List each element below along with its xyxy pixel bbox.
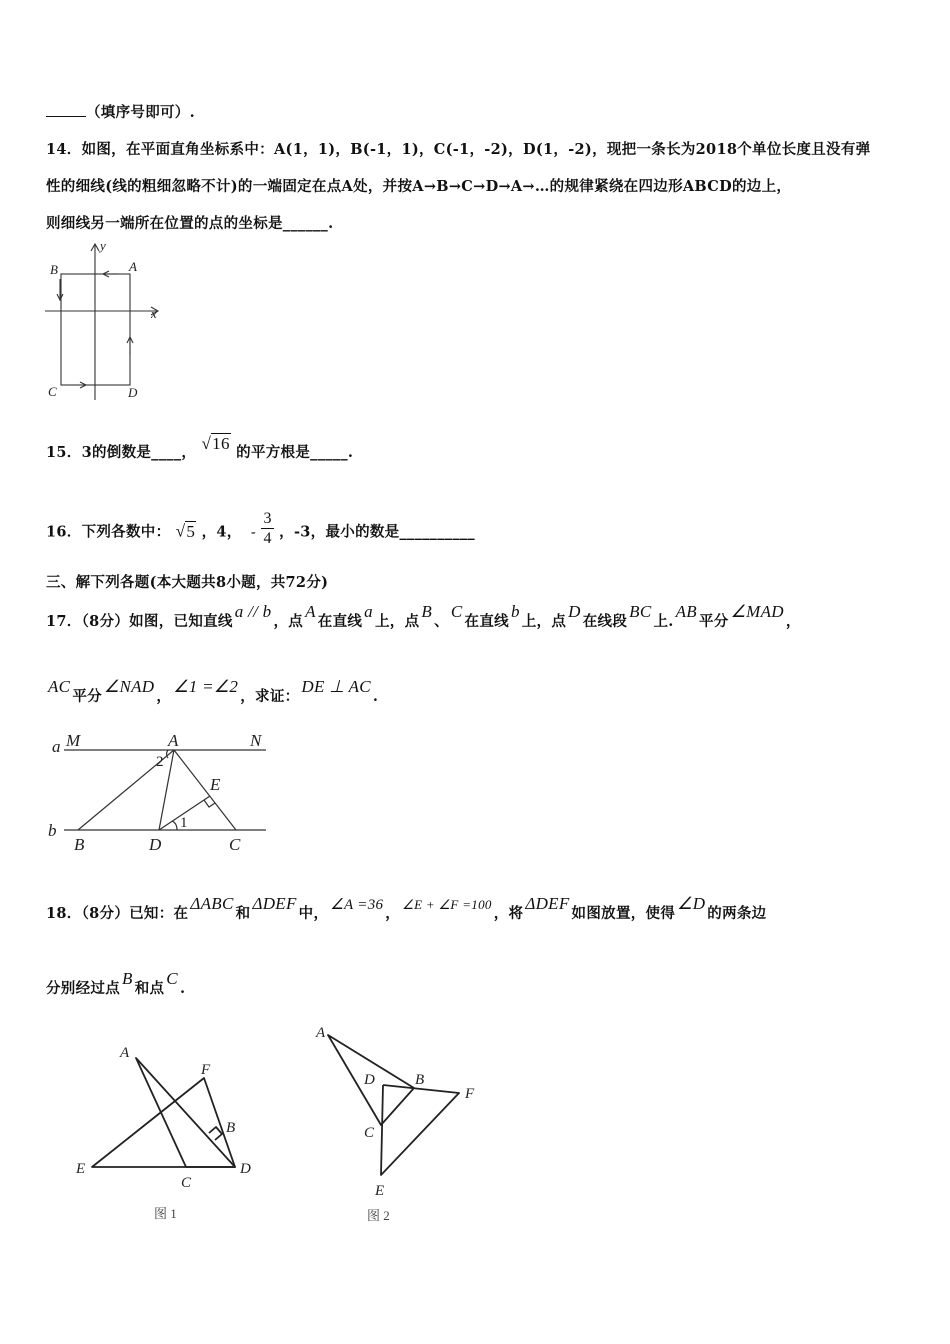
q14-label-d: D [128, 385, 138, 400]
fig2-caption: 图 2 [367, 1208, 390, 1223]
fig1-label-f: F [201, 1062, 211, 1078]
q17-label-d: D [149, 835, 162, 854]
fig1-label-d: D [240, 1161, 251, 1177]
section-heading: 三、解下列各题(本大题共8小题，共72分) [46, 574, 329, 591]
q14-line1: 14．如图，在平面直角坐标系中：A(1，1)，B(-1，1)，C(-1，-2)，D(1，-2)，现把一条长为2018个单位长度且没有弹 [46, 141, 871, 158]
fig1-label-e: E [76, 1161, 86, 1177]
q14-label-y: y [100, 238, 106, 253]
q14-label-c: C [48, 384, 57, 399]
q17-label-point-b: B [74, 835, 85, 854]
q16-sqrt: √5 [175, 521, 196, 541]
q17-label-angle1: 1 [180, 815, 188, 831]
fig1-label-b: B [226, 1120, 236, 1136]
q14-line3: 则细线另一端所在位置的点的坐标是______. [46, 215, 334, 232]
fig1-caption: 图 1 [154, 1206, 177, 1221]
q17-label-m: M [66, 731, 81, 750]
fig2-label-e: E [375, 1183, 385, 1199]
q14-label-b: B [50, 262, 58, 277]
q15: 15．3的倒数是____， √16 的平方根是_____. [46, 434, 354, 461]
fig2-label-f: F [465, 1086, 475, 1102]
q13-tail: （填序号即可）. [46, 101, 195, 122]
fig2-label-d: D [364, 1072, 375, 1088]
fig2-label-b: B [415, 1072, 425, 1088]
q17-label-c: C [229, 835, 241, 854]
q14-line2: 性的细线(线的粗细忽略不计)的一端固定在点A处，并按A→B→C→D→A→…的规律紧绕在四边形ABCD的边上， [46, 178, 792, 195]
q17-label-e: E [210, 775, 221, 794]
q17-line1: 17．（8分）如图，已知直线a // b，点A在直线a上，点B、C在直线b上，点D在线段BC上.AB平分∠MAD， [46, 602, 801, 630]
q17-label-b: b [48, 821, 57, 840]
q17-label-point-a: A [168, 731, 179, 750]
fig2-label-a: A [316, 1025, 326, 1041]
q14-label-x: x [151, 306, 157, 321]
q17-line2: AC平分∠NAD，∠1 =∠2，求证：DE ⊥ AC. [48, 677, 379, 705]
fig1-label-a: A [120, 1045, 130, 1061]
q16-fraction: $\frac{3}{4}$ [263, 510, 272, 547]
q18-figure-2 [305, 1020, 495, 1230]
q14-label-a: A [129, 259, 137, 274]
q14-figure [40, 238, 170, 406]
fig2-label-c: C [364, 1125, 375, 1141]
fig1-label-c: C [181, 1175, 192, 1191]
q18-line2: 分别经过点B和点C. [46, 969, 186, 997]
q18-line1: 18．（8分）已知：在ΔABC和ΔDEF中， ∠A =36 ，∠E + ∠F =100，将ΔDEF如图放置，使得∠D的两条边 [46, 894, 767, 922]
q17-label-n: N [250, 731, 262, 750]
q18-figure-1 [70, 1040, 270, 1230]
q17-figure [44, 728, 274, 858]
q17-label-a: a [52, 737, 61, 756]
q16: 16．下列各数中： √5 ，4， - $\frac{3}{4}$ ，-3，最小的数是__________ [46, 510, 475, 547]
q17-label-angle2: 2 [156, 754, 164, 770]
q15-sqrt: √16 [201, 434, 230, 453]
